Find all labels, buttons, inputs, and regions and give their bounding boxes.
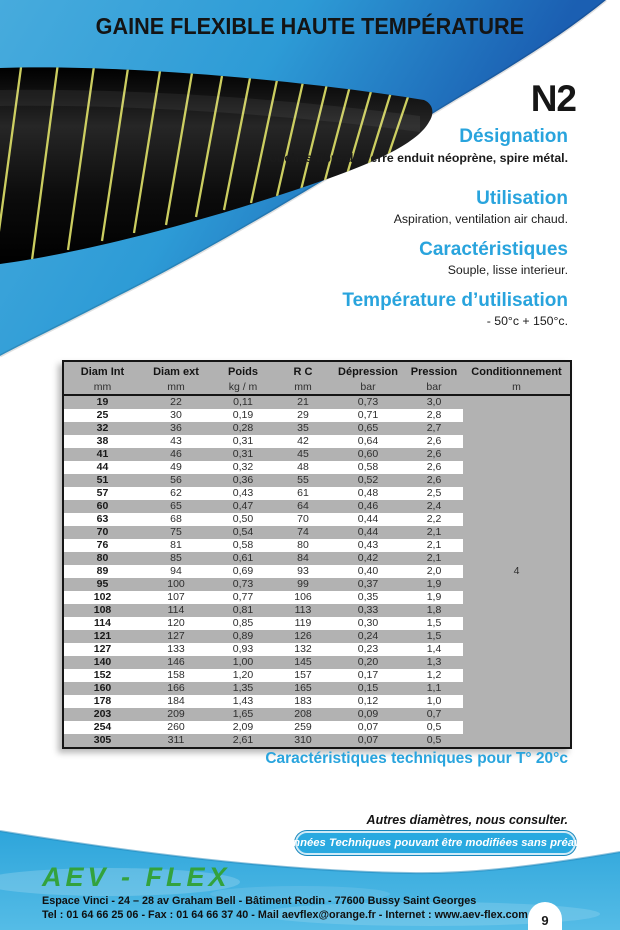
cell: 30 <box>141 409 211 422</box>
table-row <box>63 500 571 513</box>
cell: 0,81 <box>211 604 275 617</box>
cell: 45 <box>275 448 331 461</box>
section-body-designation: 2 couches fibre de verre enduit néoprène, spire métal. <box>252 151 568 165</box>
col-unit-2: kg / m <box>211 380 275 395</box>
table-row <box>63 669 571 682</box>
cell: 0,50 <box>211 513 275 526</box>
cell: 51 <box>63 474 141 487</box>
table-row <box>63 695 571 708</box>
cell: 157 <box>275 669 331 682</box>
section-body-utilisation: Aspiration, ventilation air chaud. <box>393 212 568 226</box>
cell: 114 <box>63 617 141 630</box>
cell: 1,1 <box>405 682 463 695</box>
conditionnement-cell <box>463 734 571 748</box>
spec-table <box>62 360 572 749</box>
col-unit-5: bar <box>405 380 463 395</box>
section-heading-caracteristiques: Caractéristiques <box>419 239 568 260</box>
table-row <box>63 591 571 604</box>
table-row <box>63 513 571 526</box>
temp-conditions-note: Caractéristiques techniques pour T° 20°c <box>265 750 568 767</box>
cell: 2,0 <box>405 565 463 578</box>
cell: 1,43 <box>211 695 275 708</box>
cell: 0,07 <box>331 721 405 734</box>
table-row <box>63 422 571 435</box>
cell: 94 <box>141 565 211 578</box>
page-title: GAINE FLEXIBLE HAUTE TEMPÉRATURE <box>95 13 525 39</box>
cell: 145 <box>275 656 331 669</box>
cell: 126 <box>275 630 331 643</box>
cell: 19 <box>63 395 141 409</box>
conditionnement-cell <box>463 395 571 409</box>
table-row <box>63 578 571 591</box>
cell: 102 <box>63 591 141 604</box>
table-row <box>63 435 571 448</box>
cell: 0,40 <box>331 565 405 578</box>
cell: 2,1 <box>405 526 463 539</box>
cell: 0,52 <box>331 474 405 487</box>
cell: 1,5 <box>405 617 463 630</box>
col-header-1: Diam ext <box>141 361 211 380</box>
conditionnement-cell <box>463 487 571 500</box>
cell: 0,71 <box>331 409 405 422</box>
cell: 0,23 <box>331 643 405 656</box>
cell: 21 <box>275 395 331 409</box>
cell: 254 <box>63 721 141 734</box>
cell: 0,54 <box>211 526 275 539</box>
cell: 35 <box>275 422 331 435</box>
cell: 0,33 <box>331 604 405 617</box>
conditionnement-cell <box>463 643 571 656</box>
conditionnement-cell <box>463 409 571 422</box>
cell: 2,6 <box>405 448 463 461</box>
cell: 1,2 <box>405 669 463 682</box>
cell: 146 <box>141 656 211 669</box>
col-unit-4: bar <box>331 380 405 395</box>
table-row <box>63 630 571 643</box>
table-row <box>63 461 571 474</box>
conditionnement-cell <box>463 708 571 721</box>
cell: 0,31 <box>211 435 275 448</box>
conditionnement-cell <box>463 526 571 539</box>
footer-address: Espace Vinci - 24 – 28 av Graham Bell - Bâtiment Rodin - 77600 Bussy Saint Georges <box>42 895 477 907</box>
conditionnement-cell: 4 <box>463 565 571 578</box>
cell: 1,35 <box>211 682 275 695</box>
cell: 60 <box>63 500 141 513</box>
table-row <box>63 539 571 552</box>
cell: 0,64 <box>331 435 405 448</box>
cell: 1,00 <box>211 656 275 669</box>
section-heading-utilisation: Utilisation <box>476 188 568 209</box>
cell: 183 <box>275 695 331 708</box>
conditionnement-cell <box>463 630 571 643</box>
col-header-2: Poids <box>211 361 275 380</box>
cell: 0,69 <box>211 565 275 578</box>
conditionnement-cell <box>463 669 571 682</box>
cell: 70 <box>63 526 141 539</box>
cell: 74 <box>275 526 331 539</box>
cell: 2,1 <box>405 552 463 565</box>
cell: 64 <box>275 500 331 513</box>
conditionnement-cell <box>463 552 571 565</box>
cell: 0,09 <box>331 708 405 721</box>
cell: 1,3 <box>405 656 463 669</box>
cell: 0,46 <box>331 500 405 513</box>
cell: 127 <box>63 643 141 656</box>
cell: 65 <box>141 500 211 513</box>
cell: 61 <box>275 487 331 500</box>
cell: 80 <box>63 552 141 565</box>
cell: 132 <box>275 643 331 656</box>
col-header-3: R C <box>275 361 331 380</box>
col-header-4: Dépression <box>331 361 405 380</box>
cell: 259 <box>275 721 331 734</box>
cell: 113 <box>275 604 331 617</box>
cell: 120 <box>141 617 211 630</box>
spec-table-header <box>63 361 571 395</box>
table-row <box>63 617 571 630</box>
cell: 84 <box>275 552 331 565</box>
conditionnement-cell <box>463 604 571 617</box>
cell: 2,6 <box>405 435 463 448</box>
cell: 1,65 <box>211 708 275 721</box>
cell: 42 <box>275 435 331 448</box>
col-header-0: Diam Int <box>63 361 141 380</box>
cell: 158 <box>141 669 211 682</box>
cell: 184 <box>141 695 211 708</box>
cell: 62 <box>141 487 211 500</box>
table-row <box>63 565 571 578</box>
cell: 0,73 <box>211 578 275 591</box>
page-number: 9 <box>541 913 549 928</box>
cell: 2,8 <box>405 409 463 422</box>
cell: 0,36 <box>211 474 275 487</box>
conditionnement-cell <box>463 461 571 474</box>
cell: 0,32 <box>211 461 275 474</box>
cell: 38 <box>63 435 141 448</box>
table-row <box>63 474 571 487</box>
cell: 166 <box>141 682 211 695</box>
disclaimer-badge: Données Techniques pouvant être modifiées sans préavis. <box>295 831 576 855</box>
cell: 0,35 <box>331 591 405 604</box>
cell: 0,42 <box>331 552 405 565</box>
cell: 2,7 <box>405 422 463 435</box>
cell: 0,5 <box>405 721 463 734</box>
cell: 80 <box>275 539 331 552</box>
section-heading-designation: Désignation <box>459 126 568 147</box>
cell: 1,4 <box>405 643 463 656</box>
table-row <box>63 395 571 409</box>
cell: 0,43 <box>211 487 275 500</box>
table-row <box>63 448 571 461</box>
cell: 1,8 <box>405 604 463 617</box>
cell: 0,73 <box>331 395 405 409</box>
cell: 0,65 <box>331 422 405 435</box>
conditionnement-cell <box>463 435 571 448</box>
cell: 140 <box>63 656 141 669</box>
conditionnement-cell <box>463 695 571 708</box>
col-header-5: Pression <box>405 361 463 380</box>
table-row <box>63 656 571 669</box>
cell: 0,12 <box>331 695 405 708</box>
section-body-caracteristiques: Souple, lisse interieur. <box>447 263 568 277</box>
cell: 57 <box>63 487 141 500</box>
cell: 2,5 <box>405 487 463 500</box>
col-header-6: Conditionnement <box>463 361 571 380</box>
cell: 0,07 <box>331 734 405 748</box>
table-row <box>63 734 571 748</box>
cell: 81 <box>141 539 211 552</box>
cell: 0,20 <box>331 656 405 669</box>
header-units-row <box>63 380 571 395</box>
conditionnement-cell <box>463 617 571 630</box>
cell: 305 <box>63 734 141 748</box>
cell: 95 <box>63 578 141 591</box>
cell: 1,9 <box>405 591 463 604</box>
section-heading-temperature: Température d’utilisation <box>342 290 568 311</box>
cell: 119 <box>275 617 331 630</box>
cell: 133 <box>141 643 211 656</box>
cell: 56 <box>141 474 211 487</box>
cell: 2,4 <box>405 500 463 513</box>
cell: 165 <box>275 682 331 695</box>
cell: 121 <box>63 630 141 643</box>
product-code: N2 <box>530 78 576 119</box>
cell: 127 <box>141 630 211 643</box>
conditionnement-cell <box>463 474 571 487</box>
cell: 3,0 <box>405 395 463 409</box>
cell: 0,58 <box>331 461 405 474</box>
cell: 0,30 <box>331 617 405 630</box>
cell: 2,1 <box>405 539 463 552</box>
cell: 75 <box>141 526 211 539</box>
cell: 0,5 <box>405 734 463 748</box>
cell: 25 <box>63 409 141 422</box>
cell: 85 <box>141 552 211 565</box>
cell: 114 <box>141 604 211 617</box>
cell: 43 <box>141 435 211 448</box>
table-row <box>63 708 571 721</box>
cell: 108 <box>63 604 141 617</box>
cell: 0,48 <box>331 487 405 500</box>
cell: 0,37 <box>331 578 405 591</box>
footer-contact: Tel : 01 64 66 25 06 - Fax : 01 64 66 37 40 - Mail aevflex@orange.fr - Internet : www.aev-flex.com <box>42 909 528 921</box>
cell: 2,2 <box>405 513 463 526</box>
cell: 0,85 <box>211 617 275 630</box>
cell: 46 <box>141 448 211 461</box>
conditionnement-cell <box>463 721 571 734</box>
conditionnement-cell <box>463 591 571 604</box>
cell: 107 <box>141 591 211 604</box>
cell: 44 <box>63 461 141 474</box>
col-unit-6: m <box>463 380 571 395</box>
cell: 260 <box>141 721 211 734</box>
cell: 209 <box>141 708 211 721</box>
cell: 0,58 <box>211 539 275 552</box>
conditionnement-cell <box>463 500 571 513</box>
cell: 0,77 <box>211 591 275 604</box>
cell: 0,24 <box>331 630 405 643</box>
table-row <box>63 682 571 695</box>
conditionnement-cell <box>463 682 571 695</box>
col-unit-1: mm <box>141 380 211 395</box>
cell: 1,20 <box>211 669 275 682</box>
cell: 89 <box>63 565 141 578</box>
conditionnement-cell <box>463 448 571 461</box>
cell: 160 <box>63 682 141 695</box>
cell: 22 <box>141 395 211 409</box>
cell: 1,5 <box>405 630 463 643</box>
cell: 310 <box>275 734 331 748</box>
table-row <box>63 526 571 539</box>
cell: 106 <box>275 591 331 604</box>
table-row <box>63 643 571 656</box>
cell: 178 <box>63 695 141 708</box>
conditionnement-cell <box>463 422 571 435</box>
cell: 0,19 <box>211 409 275 422</box>
cell: 2,6 <box>405 461 463 474</box>
cell: 0,61 <box>211 552 275 565</box>
cell: 0,47 <box>211 500 275 513</box>
cell: 0,11 <box>211 395 275 409</box>
cell: 0,60 <box>331 448 405 461</box>
cell: 70 <box>275 513 331 526</box>
conditionnement-cell <box>463 513 571 526</box>
cell: 0,7 <box>405 708 463 721</box>
cell: 1,9 <box>405 578 463 591</box>
cell: 2,61 <box>211 734 275 748</box>
cell: 1,0 <box>405 695 463 708</box>
cell: 93 <box>275 565 331 578</box>
table-row <box>63 604 571 617</box>
cell: 0,43 <box>331 539 405 552</box>
table-row <box>63 487 571 500</box>
cell: 0,44 <box>331 526 405 539</box>
cell: 55 <box>275 474 331 487</box>
section-body-temperature: - 50°c + 150°c. <box>486 314 568 328</box>
spec-table-body <box>63 395 571 748</box>
conditionnement-cell <box>463 578 571 591</box>
cell: 2,09 <box>211 721 275 734</box>
cell: 0,31 <box>211 448 275 461</box>
cell: 0,89 <box>211 630 275 643</box>
cell: 311 <box>141 734 211 748</box>
col-unit-0: mm <box>63 380 141 395</box>
cell: 0,44 <box>331 513 405 526</box>
cell: 0,17 <box>331 669 405 682</box>
cell: 203 <box>63 708 141 721</box>
cell: 36 <box>141 422 211 435</box>
cell: 0,15 <box>331 682 405 695</box>
cell: 41 <box>63 448 141 461</box>
header-labels-row <box>63 361 571 380</box>
cell: 100 <box>141 578 211 591</box>
cell: 0,93 <box>211 643 275 656</box>
other-diameters-note: Autres diamètres, nous consulter. <box>366 813 568 827</box>
conditionnement-cell <box>463 539 571 552</box>
cell: 76 <box>63 539 141 552</box>
cell: 68 <box>141 513 211 526</box>
cell: 48 <box>275 461 331 474</box>
col-unit-3: mm <box>275 380 331 395</box>
cell: 152 <box>63 669 141 682</box>
cell: 63 <box>63 513 141 526</box>
table-row <box>63 409 571 422</box>
cell: 0,28 <box>211 422 275 435</box>
page-number-tab <box>528 902 562 930</box>
company-logo: AEV - FLEX <box>42 862 231 892</box>
cell: 208 <box>275 708 331 721</box>
cell: 49 <box>141 461 211 474</box>
table-row <box>63 552 571 565</box>
cell: 2,6 <box>405 474 463 487</box>
cell: 29 <box>275 409 331 422</box>
conditionnement-cell <box>463 656 571 669</box>
table-row <box>63 721 571 734</box>
cell: 32 <box>63 422 141 435</box>
cell: 99 <box>275 578 331 591</box>
